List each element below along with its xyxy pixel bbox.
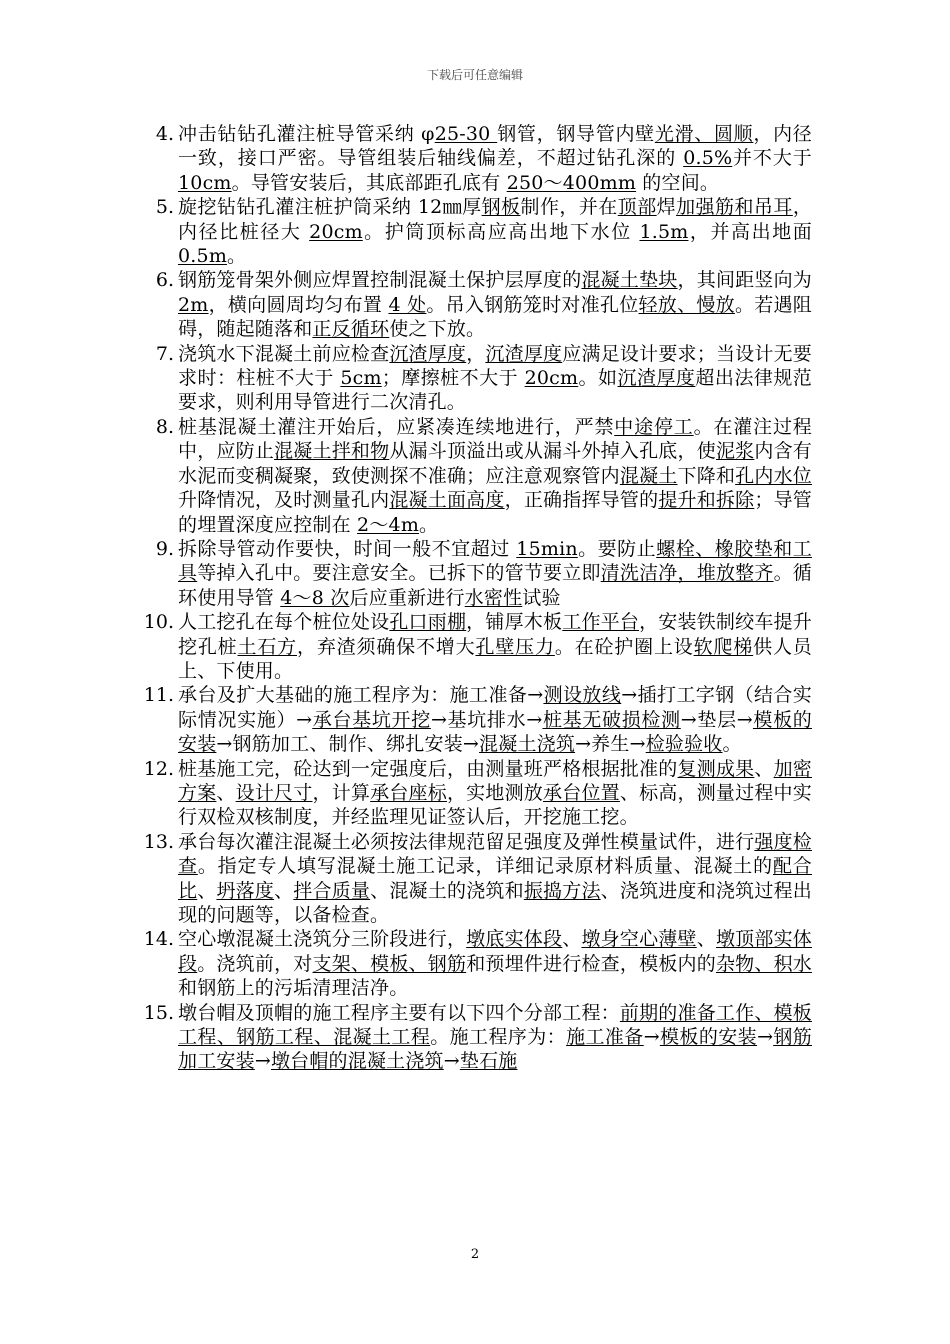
item-text: [178, 268, 812, 341]
underlined-term: 沉渣厚度: [485, 342, 563, 365]
text-run: 供人员上、下使用。: [178, 635, 812, 682]
list-item: [140, 610, 812, 683]
underlined-term: 模板的安装: [178, 708, 813, 756]
text-run: 升降情况，及时测量孔内: [178, 489, 390, 512]
item-text: [178, 830, 812, 928]
item-number: 15.: [143, 1001, 174, 1024]
text-run: 。导管安装后，其底部距孔底有: [231, 171, 507, 194]
underlined-term: 墩顶部实体段: [178, 928, 812, 975]
text-run: 制作，并在: [520, 196, 618, 219]
text-run: 钢筋笼骨架外侧应焊置控制混凝土保护层厚度的: [178, 269, 582, 292]
text-run: ；摩擦桩不大于: [381, 367, 525, 390]
text-run: 后应重新进行: [349, 586, 465, 609]
item-text: [178, 415, 812, 537]
underlined-term: 20cm: [524, 367, 579, 390]
text-run: 承台每次灌注混凝土必须按法律规范留足强度及弹性模量试件，进行: [178, 830, 755, 853]
underlined-term: 5cm: [340, 367, 382, 390]
text-run: →: [643, 1026, 660, 1049]
text-run: 。指定专人填写混凝土施工记录，详细记录原材料质量、混凝土的: [197, 855, 773, 878]
underlined-term: 混凝土面高度: [389, 489, 505, 512]
underlined-term: 墩台帽的混凝土浇筑: [270, 1050, 444, 1073]
underlined-term: 墩底实体段: [466, 928, 563, 951]
text-run: ，计算: [312, 781, 371, 804]
item-text: [178, 342, 812, 415]
item-number: 5.: [155, 196, 174, 219]
text-run: ，: [466, 342, 486, 365]
list-item: [140, 683, 812, 756]
underlined-term: 承台位置: [543, 781, 620, 804]
text-run: 焊: [656, 196, 677, 219]
underlined-term: 250～400mm: [506, 171, 637, 194]
text-run: 浇筑水下混凝土前应检查: [178, 342, 390, 365]
text-run: →: [254, 1050, 271, 1073]
text-run: ，正确指挥导管的: [504, 489, 659, 512]
underlined-term: 强度检查: [178, 830, 812, 878]
text-run: 。在灌注过程中，应防止: [178, 415, 812, 463]
text-run: 。如: [578, 367, 618, 390]
underlined-term: 墩身空心薄壁: [581, 928, 697, 951]
text-run: ；导管的埋置深度应控制在: [178, 489, 812, 536]
text-run: 和预埋件进行检查，模板内的: [466, 952, 716, 975]
text-run: ，横向圆周均匀布置: [208, 293, 389, 316]
list-item: [140, 268, 812, 341]
underlined-term: 钢板: [481, 196, 521, 219]
item-number: 6.: [155, 269, 174, 292]
text-run: ，内径一致，接口严密。导管组装后轴线偏差，不超过钻孔深的: [178, 123, 812, 170]
text-run: 。: [419, 513, 439, 536]
underlined-term: 设计尺寸: [235, 781, 313, 804]
text-run: ，安装铁制绞车提升挖孔桩: [178, 611, 812, 658]
item-number: 14.: [143, 928, 174, 951]
text-run: 。若遇阻碍，随起随落和: [178, 293, 812, 341]
underlined-term: 垫石施: [459, 1050, 518, 1073]
underlined-term: 泥浆: [715, 440, 755, 463]
item-number: 4.: [155, 123, 174, 145]
underlined-term: 测设放线: [543, 684, 622, 707]
text-run: 、: [216, 781, 236, 804]
underlined-term: 清洗洁净，堆放整齐: [600, 562, 774, 585]
underlined-term: 桩基无破损检测: [542, 708, 681, 731]
text-run: 从漏斗顶溢出或从漏斗外掉入孔底，使: [389, 440, 716, 463]
text-run: 超出法律规范要求，则利用导管进行二次清孔。: [178, 367, 813, 414]
underlined-term: 提升和拆除: [658, 489, 755, 512]
text-run: 下降和: [677, 464, 736, 487]
underlined-term: 孔口雨棚: [389, 611, 467, 634]
underlined-term: 0.5m: [178, 245, 228, 268]
text-run: 。护筒顶标高应高出地下水位: [362, 220, 640, 243]
text-run: 和钢筋上的污垢清理洁净。: [178, 977, 409, 1000]
underlined-term: 复测成果: [677, 757, 755, 780]
underlined-term: 工作平台: [562, 611, 640, 634]
text-run: ，铺厚木板: [466, 611, 563, 634]
text-run: ，其间距竖向为: [677, 269, 812, 292]
text-run: 。: [722, 733, 742, 756]
underlined-term: 25-30: [434, 123, 498, 145]
text-run: 空心墩混凝土浇筑分三阶段进行，: [178, 928, 467, 951]
text-run: 使之下放。: [389, 318, 486, 341]
text-run: 试验: [522, 586, 561, 609]
list-item: [140, 415, 812, 537]
item-text: [178, 757, 812, 830]
underlined-term: 0.5%: [683, 147, 733, 170]
text-run: 的空间。: [636, 171, 720, 194]
underlined-term: 混凝土垫块: [581, 269, 678, 292]
text-run: →基坑排水→: [430, 708, 543, 731]
item-number: 7.: [155, 342, 174, 365]
underlined-term: 孔壁压力: [475, 635, 555, 658]
text-run: 桩基施工完，砼达到一定强度后，由测量班严格根据批准的: [178, 757, 678, 780]
underlined-term: 1.5m: [639, 220, 689, 243]
item-number: 11.: [143, 684, 174, 707]
text-run: 墩台帽及顶帽的施工程序主要有以下四个分部工程：: [178, 1001, 620, 1024]
text-run: 。施工程序为：: [430, 1026, 567, 1049]
text-run: 承台及扩大基础的施工程序为：施工准备→: [178, 684, 544, 707]
underlined-term: 振捣方法: [523, 879, 601, 902]
list-item: [140, 122, 812, 195]
text-run: →插打工字钢（结合实际情况实施）→: [178, 684, 812, 731]
item-text: [178, 927, 812, 1000]
list-item: [140, 537, 812, 610]
underlined-term: 混凝土拌和物: [274, 440, 390, 463]
text-run: →: [443, 1050, 460, 1073]
text-run: 、标高，测量过程中实行双检双核制度，并经监理见证签认后，开挖施工挖。: [178, 781, 812, 829]
item-number: 13.: [143, 830, 174, 853]
underlined-term: 混凝土: [619, 464, 678, 487]
text-run: 。要防止: [577, 537, 657, 560]
underlined-term: 4 处: [388, 293, 427, 316]
underlined-term: 15min: [516, 537, 578, 560]
text-run: 内含有水泥而变稠凝聚，致使测探不准确；应注意观察管内: [178, 440, 812, 487]
underlined-term: 坍落度: [216, 879, 275, 902]
text-run: 等掉入孔中。要注意安全。已拆下的管节要立即: [197, 562, 601, 585]
underlined-term: 2～4m: [357, 513, 420, 536]
text-run: →钢筋加工、制作、绑扎安装→: [216, 733, 480, 756]
underlined-term: 施工准备: [566, 1026, 644, 1049]
underlined-term: 沉渣厚度: [617, 367, 696, 390]
text-run: →垫层→: [680, 708, 753, 731]
text-run: 并不大于: [732, 147, 812, 170]
underlined-term: 孔内水位: [735, 464, 812, 487]
text-run: →: [757, 1026, 774, 1049]
underlined-term: 前期的准备工作、模板工程、钢筋工程、混凝土工程: [178, 1001, 812, 1049]
numbered-list: [140, 122, 812, 1074]
item-number: 9.: [155, 537, 174, 560]
underlined-term: 轻放、慢放: [638, 293, 735, 316]
underlined-term: 混凝土浇筑: [479, 733, 576, 756]
underlined-term: 正反循环: [312, 318, 390, 341]
list-item: [140, 1001, 812, 1074]
list-item: [140, 195, 812, 268]
page-number: 2: [470, 1247, 480, 1262]
underlined-term: 承台基坑开挖: [312, 708, 431, 731]
text-run: 冲击钻钻孔灌注桩导管采纳 φ: [178, 123, 435, 145]
text-run: 。循环使用导管: [178, 562, 812, 609]
text-run: 人工挖孔在每个桩位处设: [178, 611, 390, 634]
underlined-term: 模板的安装: [659, 1026, 758, 1049]
text-run: 、: [562, 928, 582, 951]
item-number: 10.: [143, 611, 174, 634]
text-run: 、: [696, 928, 716, 951]
underlined-term: 加密方案: [178, 757, 813, 804]
underlined-term: 2m: [178, 293, 209, 316]
underlined-term: 拌合质量: [293, 879, 371, 902]
text-run: →养生→: [575, 733, 646, 756]
item-text: [178, 122, 812, 195]
list-item: [140, 757, 812, 830]
underlined-term: 20cm: [309, 220, 363, 243]
text-run: 应满足设计要求；当设计无要求时：柱桩不大于: [178, 342, 813, 390]
underlined-term: 钢筋加工安装: [178, 1026, 812, 1073]
underlined-term: 螺栓、橡胶垫和工具: [178, 537, 812, 585]
underlined-term: 配合比: [178, 855, 813, 902]
underlined-term: 水密性: [464, 586, 523, 609]
text-run: ，并高出地面: [688, 220, 813, 243]
item-text: [178, 1001, 812, 1074]
list-item: [140, 342, 812, 415]
underlined-term: 土石方: [237, 635, 297, 658]
text-run: 、: [197, 879, 217, 902]
item-number: 8.: [155, 415, 174, 438]
item-text: [178, 537, 812, 610]
underlined-term: 光滑、圆顺: [654, 123, 754, 145]
text-run: 钢管，钢导管内壁: [497, 123, 655, 145]
item-text: [178, 195, 812, 268]
underlined-term: 中途停工: [614, 415, 694, 438]
list-item: [140, 927, 812, 1000]
text-run: 、: [274, 879, 294, 902]
text-run: 桩基混凝土灌注开始后，应紧凑连续地进行，严禁: [178, 415, 615, 438]
underlined-term: 承台座标: [370, 781, 447, 804]
underlined-term: 软爬梯: [693, 635, 754, 658]
text-run: 、: [754, 757, 774, 780]
text-run: 旋挖钻钻孔灌注桩护筒采纳 12㎜厚: [178, 196, 482, 219]
underlined-term: 4～8 次: [280, 586, 350, 609]
text-run: 拆除导管动作要快，时间一般不宜超过: [178, 537, 517, 560]
underlined-term: 10cm: [178, 171, 232, 194]
item-text: [178, 610, 812, 683]
text-run: 、混凝土的浇筑和: [370, 879, 524, 902]
item-text: [178, 683, 812, 756]
text-run: 、浇筑进度和浇筑过程出现的问题等，以备检查。: [178, 879, 812, 926]
underlined-term: 沉渣厚度: [389, 342, 467, 365]
text-run: 。吊入钢筋笼时对准孔位: [426, 293, 639, 316]
text-run: ，实地测放: [446, 781, 544, 804]
underlined-term: 加强筋和吊耳: [676, 196, 793, 219]
text-run: 。: [227, 245, 247, 268]
text-run: ，内径比桩径大: [178, 196, 813, 243]
text-run: 。在砼护圈上设: [554, 635, 694, 658]
underlined-term: 杂物、积水: [715, 952, 812, 975]
page-header: 下载后可任意编辑: [426, 68, 523, 82]
underlined-term: 顶部: [617, 196, 657, 219]
text-run: 。浇筑前，对: [197, 952, 313, 975]
list-item: [140, 830, 812, 928]
underlined-term: 支架、模板、钢筋: [312, 952, 467, 975]
text-run: ，弃渣须确保不增大: [297, 635, 476, 658]
item-number: 12.: [143, 757, 174, 780]
underlined-term: 检验验收: [645, 733, 723, 756]
